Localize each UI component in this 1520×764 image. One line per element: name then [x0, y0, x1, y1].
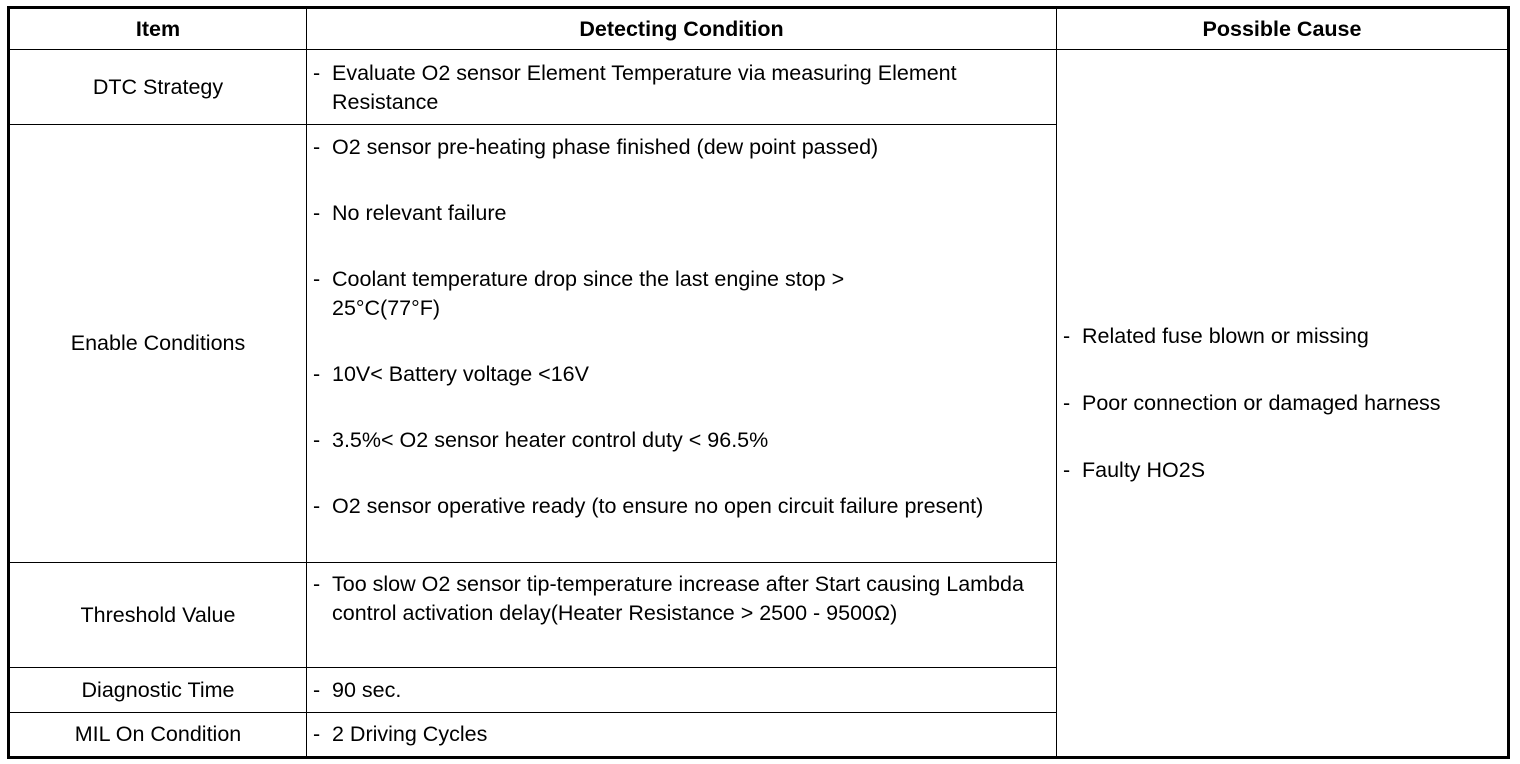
- cause-text: Poor connection or damaged harness: [1082, 390, 1441, 415]
- possible-cause-list: [1063, 322, 1501, 485]
- bullet-dash: -: [313, 61, 321, 85]
- condition-diagnostic-time: [307, 668, 1057, 713]
- bullet-dash: -: [313, 135, 321, 159]
- condition-line: [313, 199, 1050, 228]
- item-enable-conditions: Enable Conditions: [9, 125, 307, 563]
- condition-text: Coolant temperature drop since the last engine stop > 25°C(77°F): [332, 267, 845, 320]
- bullet-dash: -: [313, 267, 321, 291]
- cause-text: Faulty HO2S: [1082, 457, 1206, 482]
- bullet-dash: -: [313, 572, 321, 596]
- condition-text: Too slow O2 sensor tip-temperature increase after Start causing Lambda control activation delay(Heater Resistance > 2500 - 9500Ω): [332, 572, 1024, 625]
- condition-line: [313, 59, 1050, 117]
- bullet-dash: -: [313, 201, 321, 225]
- condition-line: [313, 676, 1050, 705]
- cause-line: [1063, 322, 1501, 351]
- condition-text: 3.5%< O2 sensor heater control duty < 96.5%: [332, 428, 769, 452]
- bullet-dash: -: [1063, 323, 1071, 348]
- condition-text: 90 sec.: [332, 677, 402, 702]
- condition-line: [313, 265, 1050, 323]
- bullet-dash: -: [313, 428, 321, 452]
- bullet-dash: -: [313, 362, 321, 386]
- condition-text: No relevant failure: [332, 201, 507, 225]
- bullet-dash: -: [313, 494, 321, 518]
- condition-line: [313, 426, 1050, 455]
- condition-line: [313, 720, 1050, 749]
- item-mil-on-condition: MIL On Condition: [9, 713, 307, 758]
- item-diagnostic-time: Diagnostic Time: [9, 668, 307, 713]
- diagnostic-spec-table: [7, 6, 1510, 759]
- cause-line: [1063, 389, 1501, 418]
- condition-text: O2 sensor pre-heating phase finished (dew point passed): [332, 135, 879, 159]
- condition-line: [313, 360, 1050, 389]
- condition-mil-on-condition: [307, 713, 1057, 758]
- condition-line: [313, 133, 1050, 162]
- table-row-dtc-strategy: [9, 50, 1509, 125]
- bullet-dash: -: [313, 677, 321, 702]
- condition-text: 2 Driving Cycles: [332, 722, 488, 746]
- bullet-dash: -: [1063, 457, 1071, 482]
- condition-enable-conditions: [307, 125, 1057, 563]
- bullet-dash: -: [313, 722, 321, 746]
- condition-text: 10V< Battery voltage <16V: [332, 362, 589, 386]
- header-possible-cause: Possible Cause: [1057, 8, 1509, 50]
- header-detecting-condition: Detecting Condition: [307, 8, 1057, 50]
- possible-cause-cell: [1057, 50, 1509, 758]
- condition-line: [313, 570, 1050, 628]
- bullet-dash: -: [1063, 390, 1071, 415]
- cause-line: [1063, 456, 1501, 485]
- item-threshold-value: Threshold Value: [9, 563, 307, 668]
- header-row: [9, 8, 1509, 50]
- item-dtc-strategy: DTC Strategy: [9, 50, 307, 125]
- condition-threshold-value: [307, 563, 1057, 668]
- condition-text: Evaluate O2 sensor Element Temperature via measuring Element Resistance: [332, 61, 957, 114]
- condition-dtc-strategy: [307, 50, 1057, 125]
- header-item: Item: [9, 8, 307, 50]
- cause-text: Related fuse blown or missing: [1082, 323, 1369, 348]
- condition-text: O2 sensor operative ready (to ensure no open circuit failure present): [332, 494, 984, 518]
- condition-line: [313, 492, 1050, 521]
